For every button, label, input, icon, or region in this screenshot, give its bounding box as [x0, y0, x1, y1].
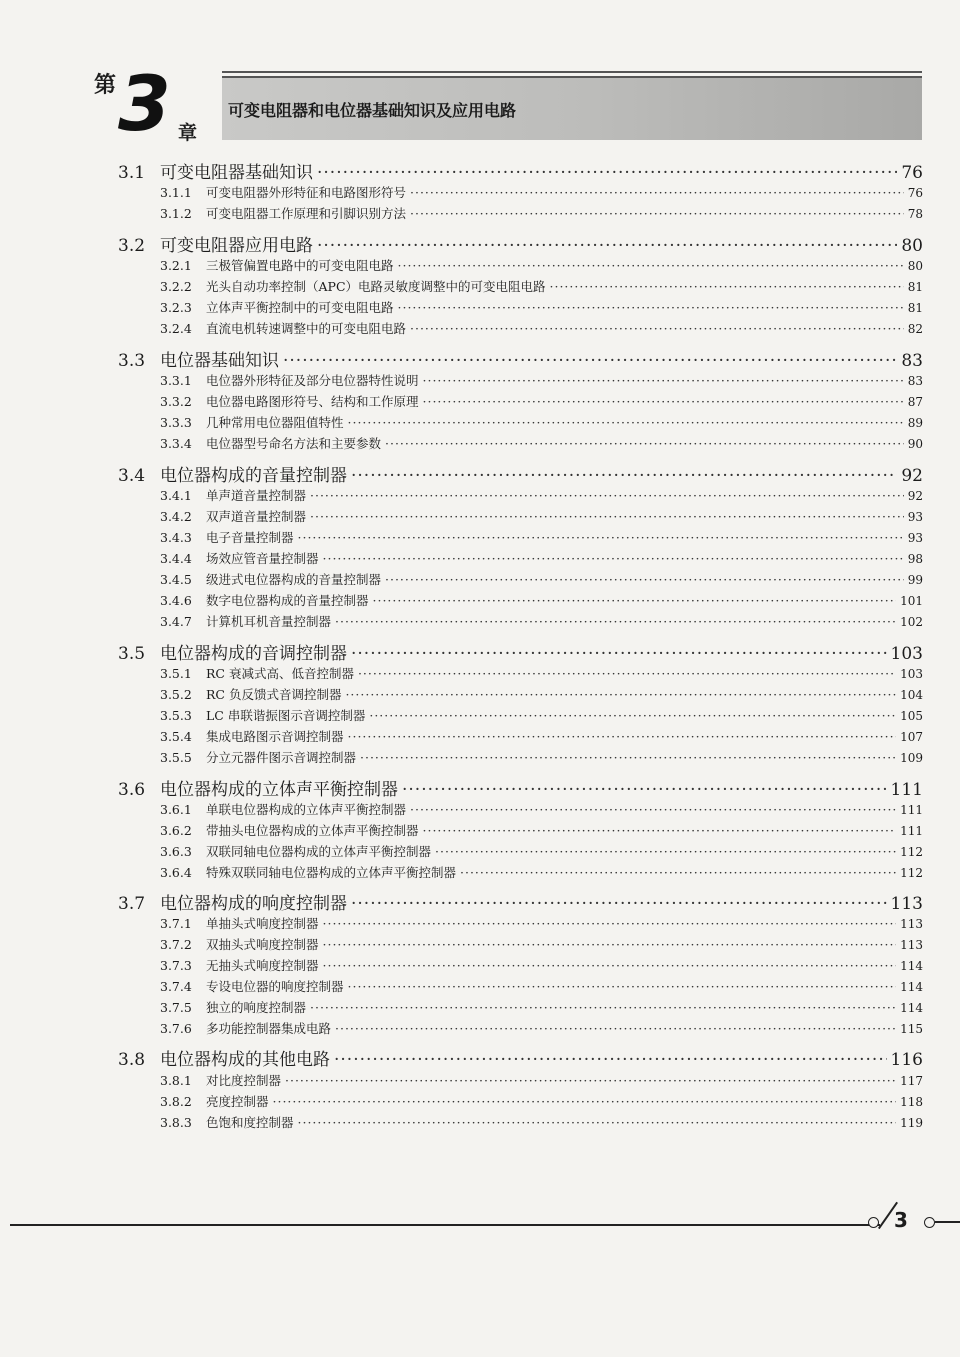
leader-dots — [323, 937, 897, 952]
subsection-page: 112 — [900, 866, 923, 880]
subsection-page: 109 — [900, 751, 923, 765]
footer-ring-right — [924, 1217, 935, 1228]
subsection-title: RC 负反馈式音调控制器 — [206, 687, 342, 702]
subsection-page: 98 — [907, 552, 923, 566]
toc-subsection — [160, 507, 923, 525]
toc-subsection — [160, 842, 923, 860]
section-title: 电位器基础知识 — [160, 351, 279, 371]
subsection-page: 114 — [900, 1001, 923, 1015]
section-title: 电位器构成的响度控制器 — [160, 894, 347, 914]
leader-dots — [385, 572, 904, 587]
subsection-title: 单声道音量控制器 — [206, 488, 307, 503]
subsection-number: 3.4.7 — [160, 614, 192, 629]
toc-subsection — [160, 706, 923, 724]
leader-dots — [410, 185, 904, 200]
subsection-page: 111 — [900, 803, 923, 817]
subsection-page: 107 — [900, 730, 923, 744]
toc-subsection — [160, 612, 923, 630]
subsection-title: 计算机耳机音量控制器 — [206, 614, 332, 629]
subsection-page: 113 — [900, 917, 923, 931]
subsection-number: 3.3.3 — [160, 415, 192, 430]
toc-subsection — [160, 977, 923, 995]
section-title: 电位器构成的立体声平衡控制器 — [160, 780, 398, 800]
subsection-number: 3.7.5 — [160, 1000, 192, 1015]
subsection-page: 105 — [900, 709, 923, 723]
subsection-title: 独立的响度控制器 — [206, 1000, 307, 1015]
subsection-title: 分立元器件图示音调控制器 — [206, 750, 357, 765]
subsection-page: 114 — [900, 959, 923, 973]
section-page: 92 — [901, 466, 923, 486]
leader-dots — [273, 1094, 897, 1109]
section-page: 103 — [890, 644, 923, 664]
section-title: 可变电阻器基础知识 — [160, 163, 313, 183]
subsection-number: 3.7.1 — [160, 916, 192, 931]
subsection-page: 83 — [907, 374, 923, 388]
subsection-number: 3.8.2 — [160, 1094, 192, 1109]
leader-dots — [323, 958, 897, 973]
leader-dots — [310, 1000, 896, 1015]
subsection-title: 场效应管音量控制器 — [206, 551, 319, 566]
subsection-page: 76 — [907, 186, 923, 200]
toc-section — [118, 639, 923, 664]
subsection-page: 111 — [900, 824, 923, 838]
subsection-page: 92 — [907, 489, 923, 503]
leader-dots — [423, 373, 904, 388]
leader-dots — [298, 1115, 897, 1130]
leader-dots — [310, 509, 904, 524]
subsection-number: 3.5.1 — [160, 666, 192, 681]
subsection-title: 带抽头电位器构成的立体声平衡控制器 — [206, 823, 419, 838]
leader-dots — [351, 466, 897, 486]
subsection-number: 3.3.4 — [160, 436, 192, 451]
subsection-title: 单联电位器构成的立体声平衡控制器 — [206, 802, 407, 817]
toc-section — [118, 346, 923, 371]
subsection-title: 集成电路图示音调控制器 — [206, 729, 344, 744]
leader-dots — [385, 436, 904, 451]
leader-dots — [335, 1021, 896, 1036]
leader-dots — [369, 708, 896, 723]
toc-subsection — [160, 748, 923, 766]
toc-subsection — [160, 528, 923, 546]
subsection-number: 3.5.2 — [160, 687, 192, 702]
subsection-page: 81 — [907, 280, 923, 294]
subsection-page: 102 — [900, 615, 923, 629]
leader-dots — [402, 780, 887, 800]
leader-dots — [317, 236, 897, 256]
toc-subsection — [160, 392, 923, 410]
footer-rule — [10, 1224, 880, 1226]
subsection-title: 多功能控制器集成电路 — [206, 1021, 332, 1036]
subsection-title: 可变电阻器工作原理和引脚识别方法 — [206, 206, 407, 221]
chapter-title: 可变电阻器和电位器基础知识及应用电路 — [228, 101, 517, 120]
subsection-page: 113 — [900, 938, 923, 952]
subsection-number: 3.6.1 — [160, 802, 192, 817]
subsection-title: 三极管偏置电路中的可变电阻电路 — [206, 258, 394, 273]
leader-dots — [460, 865, 896, 880]
subsection-number: 3.3.1 — [160, 373, 192, 388]
subsection-number: 3.8.3 — [160, 1115, 192, 1130]
leader-dots — [360, 750, 896, 765]
subsection-number: 3.7.2 — [160, 937, 192, 952]
subsection-title: 电子音量控制器 — [206, 530, 294, 545]
section-number: 3.8 — [118, 1050, 146, 1070]
toc-subsection — [160, 800, 923, 818]
leader-dots — [435, 844, 896, 859]
toc-subsection — [160, 183, 923, 201]
subsection-title: 电位器型号命名方法和主要参数 — [206, 436, 382, 451]
subsection-title: 无抽头式响度控制器 — [206, 958, 319, 973]
subsection-number: 3.8.1 — [160, 1073, 192, 1088]
section-page: 116 — [890, 1050, 923, 1070]
subsection-number: 3.4.5 — [160, 572, 192, 587]
toc-subsection — [160, 998, 923, 1016]
toc-section — [118, 1045, 923, 1070]
subsection-number: 3.5.5 — [160, 750, 192, 765]
toc-subsection — [160, 1071, 923, 1089]
subsection-title: 直流电机转速调整中的可变电阻电路 — [206, 321, 407, 336]
toc-section — [118, 158, 923, 183]
subsection-title: 双联同轴电位器构成的立体声平衡控制器 — [206, 844, 432, 859]
section-number: 3.7 — [118, 894, 146, 914]
subsection-number: 3.6.3 — [160, 844, 192, 859]
subsection-title: 数字电位器构成的音量控制器 — [206, 593, 369, 608]
leader-dots — [373, 593, 897, 608]
subsection-number: 3.7.4 — [160, 979, 192, 994]
leader-dots — [323, 916, 897, 931]
subsection-number: 3.5.4 — [160, 729, 192, 744]
leader-dots — [348, 729, 897, 744]
subsection-title: 几种常用电位器阻值特性 — [206, 415, 344, 430]
subsection-title: 专设电位器的响度控制器 — [206, 979, 344, 994]
subsection-number: 3.6.4 — [160, 865, 192, 880]
toc-subsection — [160, 935, 923, 953]
subsection-page: 115 — [900, 1022, 923, 1036]
section-page: 76 — [901, 163, 923, 183]
toc-subsection — [160, 277, 923, 295]
toc-subsection — [160, 298, 923, 316]
chapter-suffix: 章 — [178, 122, 198, 144]
subsection-number: 3.4.1 — [160, 488, 192, 503]
subsection-number: 3.2.3 — [160, 300, 192, 315]
leader-dots — [323, 551, 904, 566]
subsection-page: 78 — [907, 207, 923, 221]
toc-subsection — [160, 914, 923, 932]
section-number: 3.4 — [118, 466, 146, 486]
subsection-number: 3.7.3 — [160, 958, 192, 973]
section-title: 可变电阻器应用电路 — [160, 236, 313, 256]
toc-subsection — [160, 1113, 923, 1131]
toc-subsection — [160, 486, 923, 504]
chapter-rule — [222, 71, 922, 73]
toc-subsection — [160, 413, 923, 431]
subsection-title: 单抽头式响度控制器 — [206, 916, 319, 931]
chapter-number: 3 — [118, 59, 171, 148]
section-page: 111 — [890, 780, 923, 800]
leader-dots — [410, 802, 896, 817]
section-number: 3.2 — [118, 236, 146, 256]
toc-subsection — [160, 570, 923, 588]
leader-dots — [310, 488, 904, 503]
subsection-page: 81 — [907, 301, 923, 315]
subsection-page: 87 — [907, 395, 923, 409]
section-title: 电位器构成的音调控制器 — [160, 644, 347, 664]
subsection-title: 双抽头式响度控制器 — [206, 937, 319, 952]
leader-dots — [334, 1050, 887, 1070]
leader-dots — [351, 644, 887, 664]
page-number: 3 — [894, 1208, 908, 1232]
footer-ring-left — [868, 1217, 879, 1228]
leader-dots — [348, 979, 897, 994]
chapter-prefix: 第 — [94, 73, 117, 98]
subsection-page: 93 — [907, 510, 923, 524]
section-number: 3.1 — [118, 163, 146, 183]
leader-dots — [398, 300, 904, 315]
toc-subsection — [160, 1092, 923, 1110]
leader-dots — [410, 321, 904, 336]
toc-subsection — [160, 591, 923, 609]
leader-dots — [285, 1073, 896, 1088]
leader-dots — [348, 415, 904, 430]
subsection-title: 双声道音量控制器 — [206, 509, 307, 524]
section-page: 80 — [901, 236, 923, 256]
leader-dots — [335, 614, 896, 629]
subsection-page: 103 — [900, 667, 923, 681]
subsection-number: 3.2.4 — [160, 321, 192, 336]
subsection-number: 3.1.2 — [160, 206, 192, 221]
subsection-page: 104 — [900, 688, 923, 702]
subsection-page: 93 — [907, 531, 923, 545]
subsection-page: 112 — [900, 845, 923, 859]
toc-subsection — [160, 685, 923, 703]
toc-subsection — [160, 371, 923, 389]
section-number: 3.5 — [118, 644, 146, 664]
chapter-header — [94, 59, 934, 152]
footer-tail — [935, 1221, 960, 1223]
subsection-page: 82 — [907, 322, 923, 336]
subsection-number: 3.7.6 — [160, 1021, 192, 1036]
toc-section — [118, 889, 923, 914]
leader-dots — [423, 823, 897, 838]
subsection-number: 3.2.2 — [160, 279, 192, 294]
subsection-title: RC 衰减式高、低音控制器 — [206, 666, 354, 681]
subsection-title: LC 串联谐振图示音调控制器 — [206, 708, 366, 723]
toc-subsection — [160, 664, 923, 682]
subsection-title: 可变电阻器外形特征和电路图形符号 — [206, 185, 407, 200]
subsection-number: 3.5.3 — [160, 708, 192, 723]
leader-dots — [351, 894, 887, 914]
toc-subsection — [160, 434, 923, 452]
subsection-number: 3.6.2 — [160, 823, 192, 838]
leader-dots — [298, 530, 904, 545]
subsection-title: 对比度控制器 — [206, 1073, 282, 1088]
subsection-number: 3.1.1 — [160, 185, 192, 200]
section-page: 113 — [890, 894, 923, 914]
subsection-title: 立体声平衡控制中的可变电阻电路 — [206, 300, 394, 315]
subsection-title: 亮度控制器 — [206, 1094, 269, 1109]
subsection-page: 101 — [900, 594, 923, 608]
subsection-number: 3.4.2 — [160, 509, 192, 524]
subsection-title: 光头自动功率控制（APC）电路灵敏度调整中的可变电阻电路 — [206, 279, 546, 294]
toc-subsection — [160, 821, 923, 839]
section-number: 3.3 — [118, 351, 146, 371]
section-page: 83 — [901, 351, 923, 371]
toc-subsection — [160, 727, 923, 745]
subsection-page: 119 — [900, 1116, 923, 1130]
subsection-page: 90 — [907, 437, 923, 451]
toc-subsection — [160, 956, 923, 974]
toc-subsection — [160, 1019, 923, 1037]
subsection-number: 3.2.1 — [160, 258, 192, 273]
toc-section — [118, 231, 923, 256]
subsection-page: 118 — [900, 1095, 923, 1109]
leader-dots — [283, 351, 897, 371]
subsection-title: 级进式电位器构成的音量控制器 — [206, 572, 382, 587]
toc-section — [118, 775, 923, 800]
toc-section — [118, 461, 923, 486]
leader-dots — [423, 394, 904, 409]
toc-subsection — [160, 863, 923, 881]
subsection-page: 99 — [907, 573, 923, 587]
subsection-page: 80 — [907, 259, 923, 273]
subsection-number: 3.4.4 — [160, 551, 192, 566]
subsection-title: 电位器外形特征及部分电位器特性说明 — [206, 373, 419, 388]
subsection-page: 117 — [900, 1074, 923, 1088]
subsection-number: 3.4.3 — [160, 530, 192, 545]
subsection-number: 3.3.2 — [160, 394, 192, 409]
subsection-number: 3.4.6 — [160, 593, 192, 608]
toc-subsection — [160, 204, 923, 222]
leader-dots — [345, 687, 896, 702]
toc-subsection — [160, 549, 923, 567]
toc-subsection — [160, 319, 923, 337]
leader-dots — [317, 163, 897, 183]
subsection-page: 114 — [900, 980, 923, 994]
toc-subsection — [160, 256, 923, 274]
leader-dots — [410, 206, 904, 221]
subsection-page: 89 — [907, 416, 923, 430]
subsection-title: 电位器电路图形符号、结构和工作原理 — [206, 394, 419, 409]
subsection-title: 色饱和度控制器 — [206, 1115, 294, 1130]
leader-dots — [358, 666, 896, 681]
leader-dots — [398, 258, 904, 273]
leader-dots — [550, 279, 904, 294]
section-number: 3.6 — [118, 780, 146, 800]
section-title: 电位器构成的其他电路 — [160, 1050, 330, 1070]
subsection-title: 特殊双联同轴电位器构成的立体声平衡控制器 — [206, 865, 457, 880]
section-title: 电位器构成的音量控制器 — [160, 466, 347, 486]
